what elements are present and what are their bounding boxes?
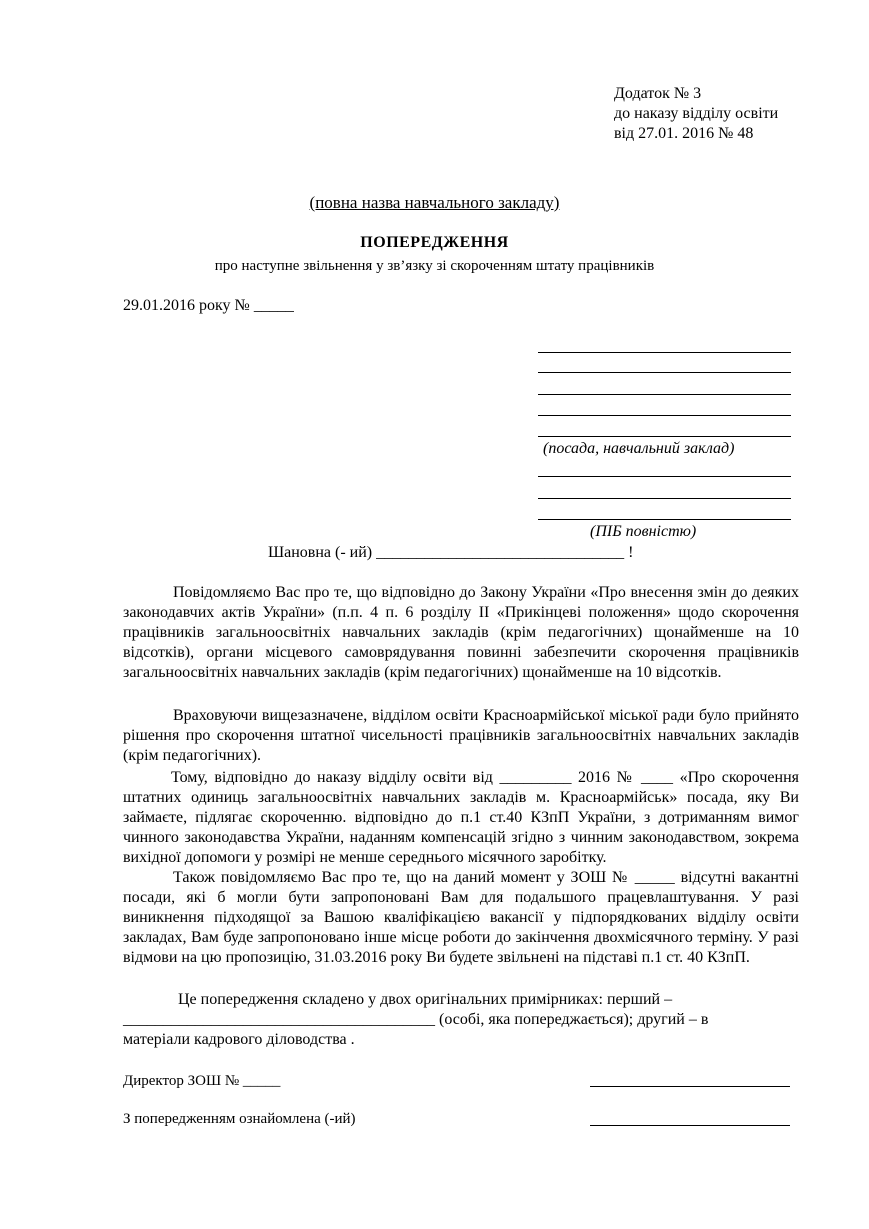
recipient-blank-line (538, 476, 791, 477)
paragraph-notification: Повідомляємо Вас про те, що відповідно до Закону України «Про внесення змін до деяких законодавчих актів України» (п.п. 4 п. 6 розділу ІІ «Прикінцеві положення» щодо скорочення працівників загальноосвітніх навчальних закладів (крім педагогічних) щонайменше на 10 відсотків), органи місцевого самоврядування повинні забезпечити скорочення працівників загальноосвітніх навчальних закладів (крім педагогічних) щонайменше на 10 відсотків. (123, 584, 799, 681)
body-paragraph-2 (123, 706, 799, 766)
position-caption: (посада, навчальний заклад) (543, 440, 735, 457)
salutation: Шановна (- ий) _______________________________ ! (268, 544, 634, 561)
paragraph-decision: Враховуючи вищезазначене, відділом освіти Красноармійської міської ради було прийнято рішення про скорочення штатної чисельності працівників загальноосвітніх навчальних закладів (крім педагогічних). (123, 707, 799, 764)
document-title: ПОПЕРЕДЖЕННЯ (360, 234, 509, 251)
copies-line-3: матеріали кадрового діловодства . (123, 1031, 355, 1048)
document-subtitle: про наступне звільнення у зв’язку зі скороченням штату працівників (214, 258, 655, 274)
acknowledgement-label: З попередженням ознайомлена (-ий) (123, 1111, 356, 1127)
recipient-blank-line (538, 415, 791, 416)
paragraph-vacancies: Також повідомляємо Вас про те, що на даний момент у ЗОШ № _____ відсутні вакантні посади, які б могли бути запропоновані Вам для подальшого працевлаштування. У разі виникнення підходящої за Вашою кваліфікацією вакансії у підпорядкованих відділу освіти закладах, Вам буде запропоновано інше місце роботи до закінчення двохмісячного терміну. У разі відмови на цю пропозицію, 31.03.2016 року Ви будете звільнені на підставі п.1 ст. 40 КЗпП. (123, 869, 799, 966)
institution-placeholder (0, 193, 869, 213)
director-signature-label: Директор ЗОШ № _____ (123, 1073, 281, 1089)
recipient-blank-line (538, 498, 791, 499)
acknowledgement-signature-line (590, 1125, 790, 1126)
copies-line-2: _______________________________________ (особі, яка попереджається); другий – в (123, 1011, 709, 1028)
recipient-blank-line (538, 352, 791, 353)
recipient-blank-line (538, 394, 791, 395)
annex-header (614, 84, 778, 144)
body-paragraph-4 (123, 868, 799, 968)
recipient-blank-line (538, 372, 791, 373)
annex-order-ref: до наказу відділу освіти (614, 105, 779, 122)
recipient-blank-line (538, 519, 791, 520)
copies-line-1: Це попередження складено у двох оригінальних примірниках: перший – (178, 991, 673, 1008)
body-paragraph-3 (123, 768, 799, 868)
recipient-blank-line (538, 436, 791, 437)
name-caption: (ПІБ повністю) (590, 523, 697, 540)
annex-number: Додаток № 3 (614, 85, 702, 102)
body-paragraph-1 (123, 583, 799, 683)
annex-order-date: від 27.01. 2016 № 48 (614, 125, 754, 142)
institution-placeholder-text: (повна назва навчального закладу) (309, 193, 560, 212)
paragraph-order: Тому, відповідно до наказу відділу освіти від _________ 2016 № ____ «Про скорочення штатних одиниць загальноосвітніх навчальних закладів м. Красноармійськ» посада, яку Ви займаєте, підлягає скороченню. відповідно до п.1 ст.40 КЗпП України, з дотриманням вимог чинного законодавства України, наданням компенсацій згідно з чинним законодавством, зокрема вихідної допомоги у розмірі не менше середнього місячного заробітку. (123, 769, 799, 866)
director-signature-line (590, 1086, 790, 1087)
date-line: 29.01.2016 року № _____ (123, 297, 294, 314)
